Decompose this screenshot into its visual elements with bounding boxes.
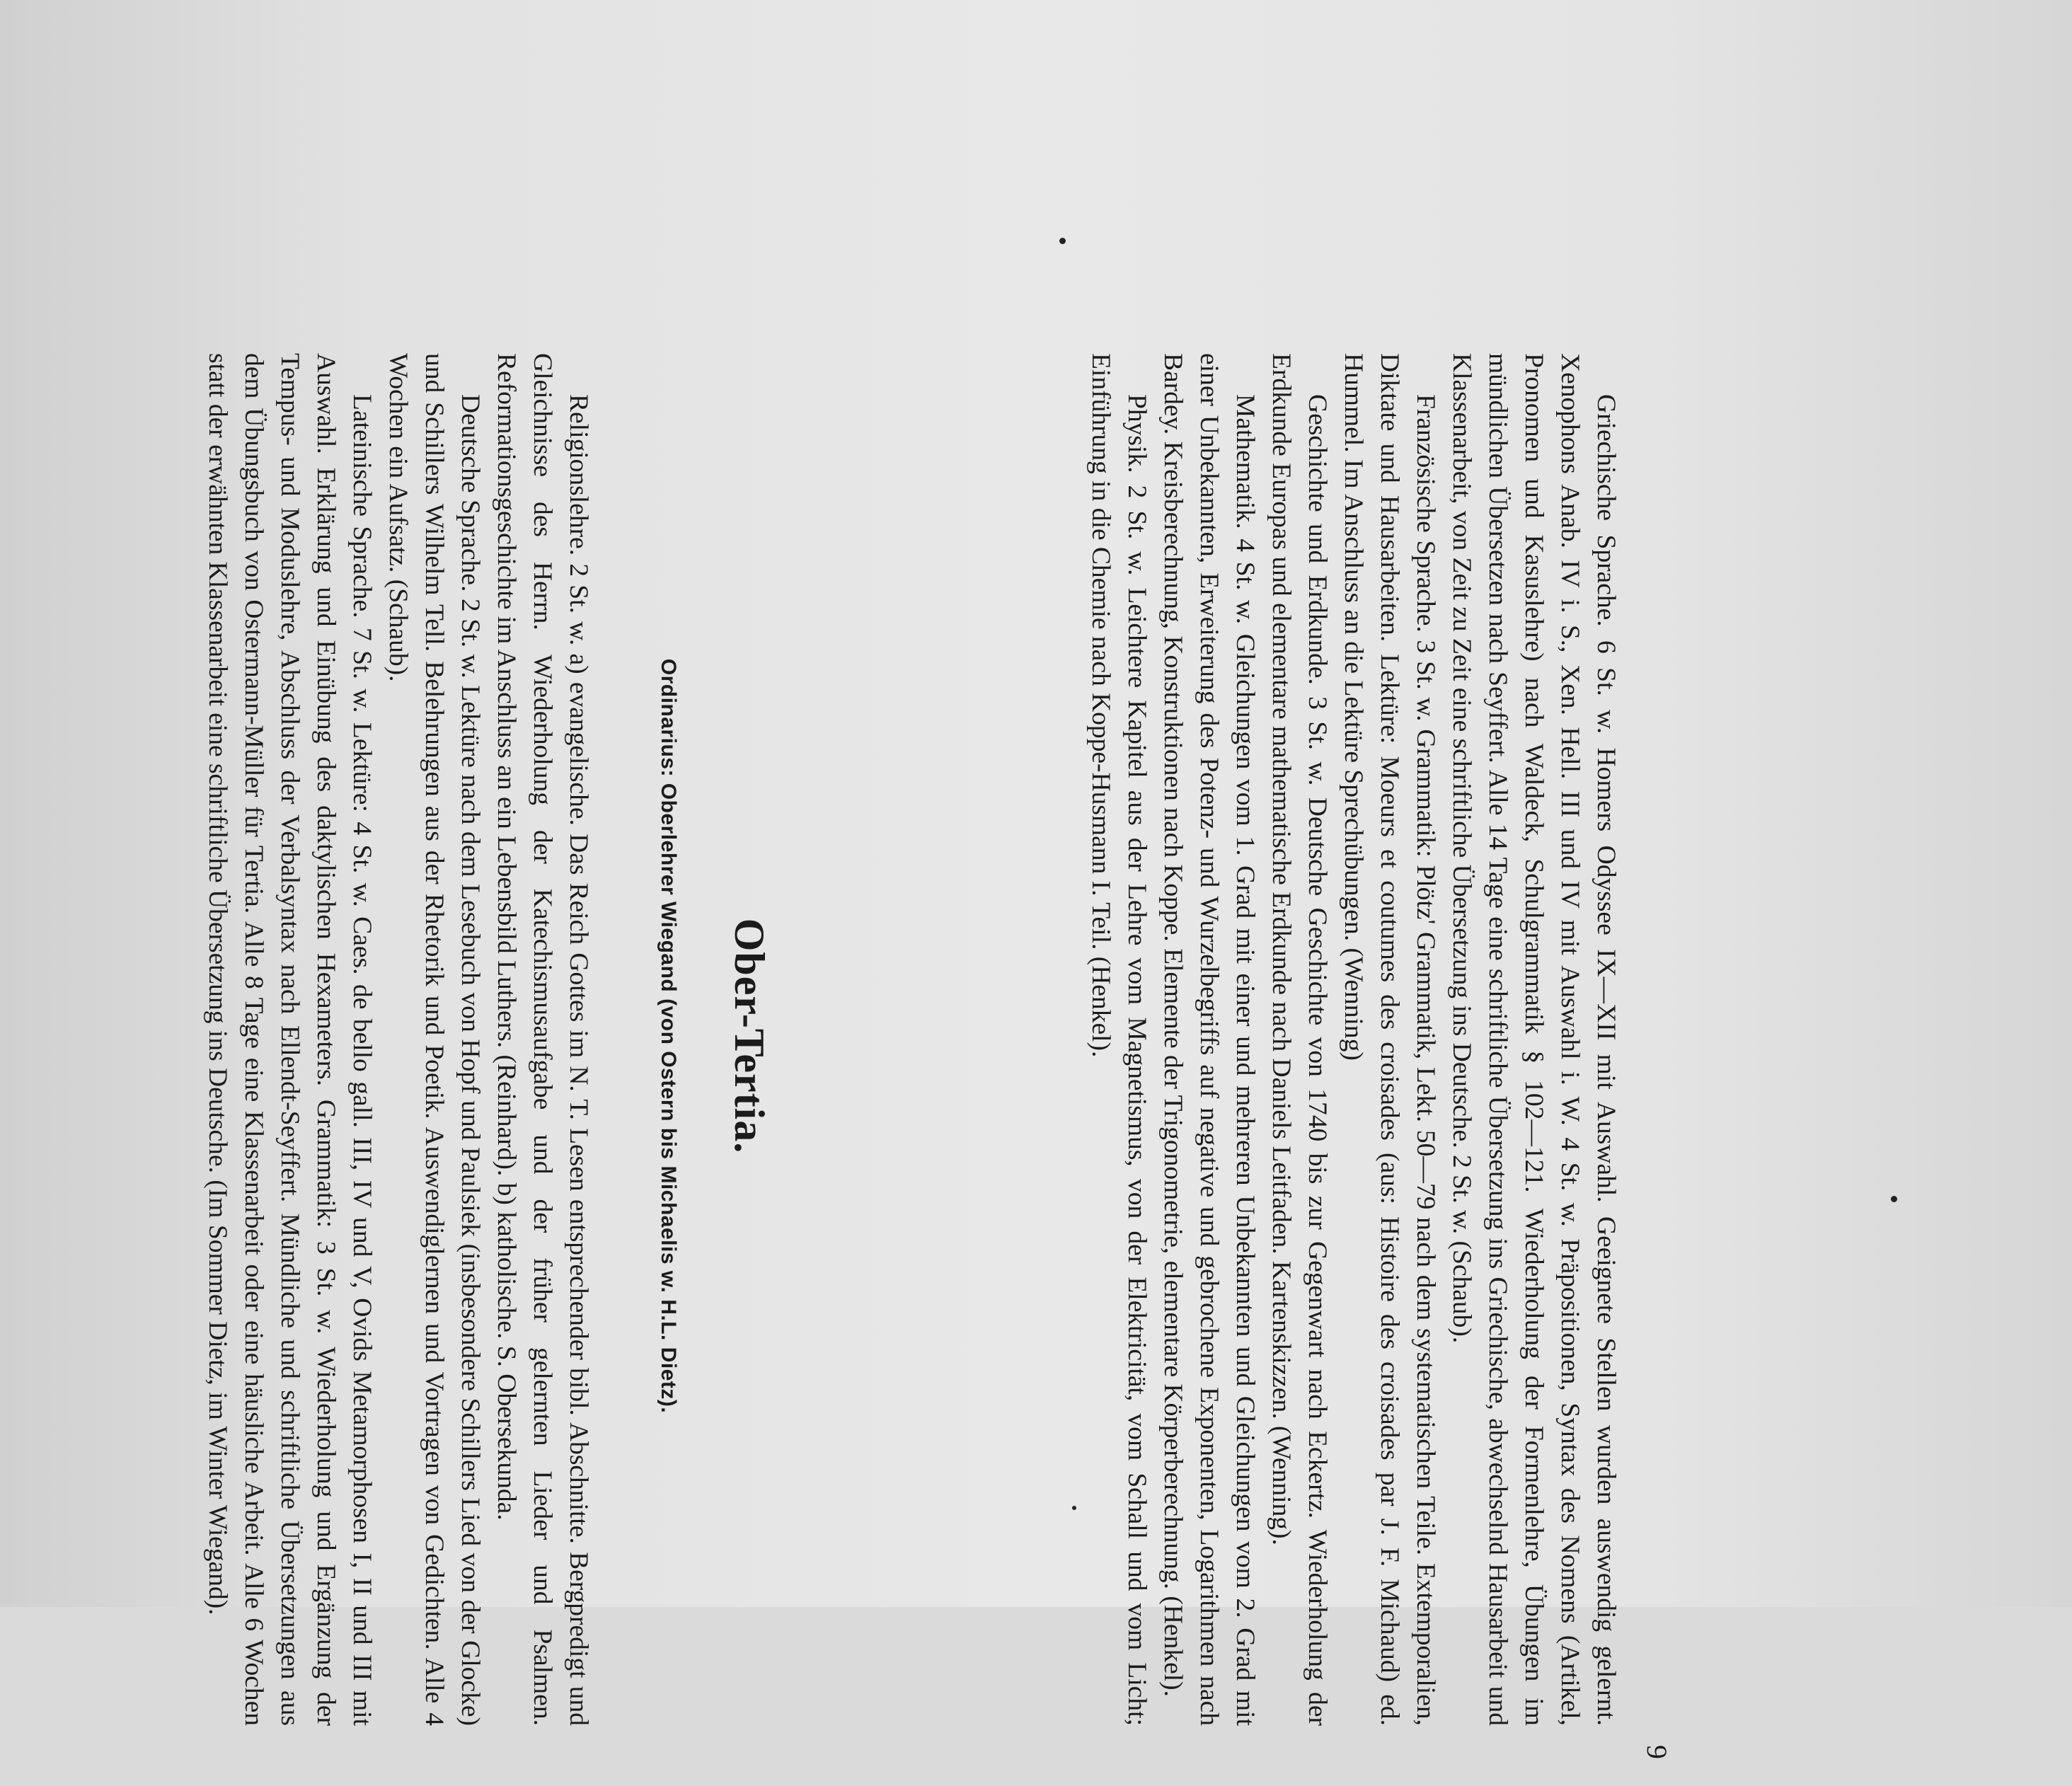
paragraph-griechisch: Griechische Sprache. 6 St. w. Homers Odyssee IX—XII mit Auswahl. Geeignete Stellen wurden auswendig gelernt. Xenophons Anab. IV i. S., Xen. Hell. III und IV mit Auswahl i. W. 4 St. w. Präpositionen, Syntax des Nomens (Artikel, Pronomen und Kasuslehre) nach Waldeck, Schulgrammatik § 102—121. Wiederholung der Formenlehre, Übungen im mündlichen Übersetzen nach Seyffert. Alle 14 Tage eine schriftliche Übersetzung ins Griechische, abwechselnd Hausarbeit und Klassenarbeit, von Zeit zu Zeit eine schriftliche Übersetzung ins Deutsche. 2 St. w. (Schaub). [1447, 353, 1621, 1726]
paragraph-religion: Religionslehre. 2 St. w. a) evangelische. Das Reich Gottes im N. T. Lesen entsprechender bibl. Abschnitte. Bergpredigt und Gleichnisse des Herrn. Wiederholung der Katechismusaufgabe und der früher gelernten Lieder und Psalmen. Reformationsgeschichte im Anschluss an ein Lebensbild Luthers. (Reinhard). b) katholische. S. Obersekunda. [492, 353, 593, 1726]
ober-tertia-section-text [200, 353, 597, 1726]
ordinarius-line: Ordinarius: Oberlehrer Wiegand (von Ostern bis Michaelis w. H.L. Dietz). [657, 658, 680, 1414]
paragraph-franzoesisch: Französische Sprache. 3 St. w. Grammatik: Plötz' Grammatik, Lekt. 50—79 nach dem systematischen Teile. Extemporalien, Diktate und Hausarbeiten. Lektüre: Moeurs et coutumes des croisades (aus: Histoire des croisades par J. F. Michaud) ed. Hummel. Im Anschluss an die Lektüre Sprechübungen. (Wenning) [1339, 353, 1440, 1726]
specks [1059, 238, 1066, 244]
paragraph-deutsch: Deutsche Sprache. 2 St. w. Lektüre nach dem Lesebuch von Hopf und Paulsiek (insbesondere Schillers Lied von der Glocke) und Schillers Wilhelm Tell. Belehrungen aus der Rhetorik und Poetik. Auswendiglernen und Vortragen von Gedichten. Alle 4 Wochen ein Aufsatz. (Schaub). [384, 353, 485, 1726]
paragraph-geschichte: Geschichte und Erdkunde. 3 St. w. Deutsche Geschichte von 1740 bis zur Gegenwart nach Eckertz. Wiederholung der Erdkunde Europas und elementare mathematische Erdkunde nach Daniels Leitfaden. Kartenskizzen. (Wenning). [1267, 353, 1332, 1726]
specks [1072, 1506, 1076, 1510]
upper-section-text [1083, 353, 1624, 1726]
specks [1891, 1196, 1897, 1202]
rotated-book-page [0, 286, 1686, 1786]
page-number: 9 [1641, 1745, 1673, 1760]
paragraph-latein: Lateinische Sprache. 7 St. w. Lektüre: 4 St. w. Caes. de bello gall. III, IV und V, Ovids Metamorphosen I, II und III mit Auswahl. Erklärung und Einübung des daktylischen Hexameters. Grammatik: 3 St. w. Wiederholung und Ergänzung der Tempus- und Moduslehre, Abschluss der Verbalsyntax nach Ellendt-Seyffert. Mündliche und schriftliche Übersetzungen aus dem Übungsbuch von Ostermann-Müller für Tertia. Alle 8 Tage eine Klassenarbeit oder eine häusliche Arbeit. Alle 6 Wochen statt der erwähnten Klassenarbeit eine schriftliche Übersetzung ins Deutsche. (Im Sommer Dietz, im Winter Wiegand). [203, 353, 376, 1726]
section-heading: Ober-Tertia. [726, 918, 773, 1154]
paragraph-mathematik: Mathematik. 4 St. w. Gleichungen vom 1. Grad mit einer und mehreren Unbekannten und Gleichungen vom 2. Grad mit einer Unbekannten, Erweiterung des Potenz- und Wurzelbegriffs auf negative und gebrochene Exponenten, Logarithmen nach Bardey. Kreisberechnung, Konstruktionen nach Koppe. Elemente der Trigonometrie, elementare Körperberechnung. (Henkel). [1158, 353, 1260, 1726]
paragraph-physik: Physik. 2 St. w. Leichtere Kapitel aus der Lehre vom Magnetismus, von der Elektricität, vom Schall und vom Licht; Einführung in die Chemie nach Koppe-Husmann I. Teil. (Henkel). [1086, 353, 1151, 1726]
